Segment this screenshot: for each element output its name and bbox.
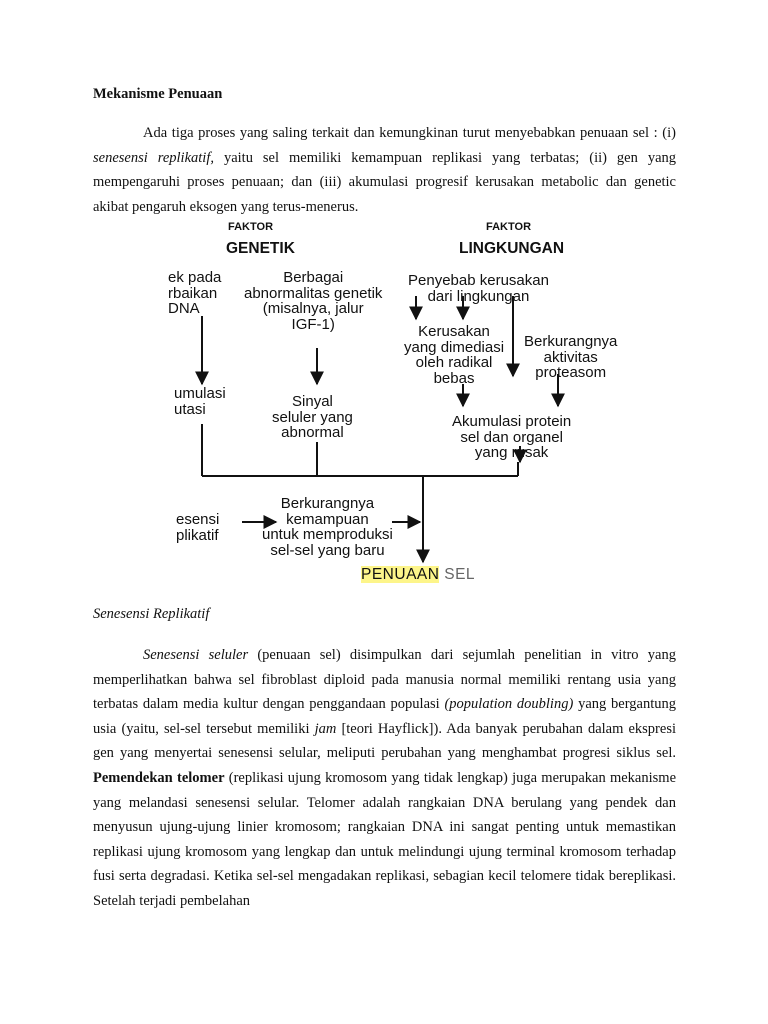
box-reduced-regeneration: Berkurangnya kemampuan untuk memproduksi sel-sel yang baru [262, 495, 393, 559]
box-genetic-abnormality: Berbagai abnormalitas genetik (misalnya, jalur IGF-1) [244, 269, 383, 333]
header-genetik-top: FAKTOR [228, 221, 274, 233]
box-environment-cause: Penyebab kerusakan dari lingkungan [408, 272, 549, 305]
intro-italic-term: senesensi replikatif, [93, 149, 214, 166]
intro-paragraph [93, 121, 676, 219]
header-genetik: GENETIK [226, 240, 295, 257]
output-highlight: PENUAAN [361, 566, 440, 583]
body-italic-jam: jam [314, 720, 337, 737]
box-mutation-accumulation: umulasi utasi [174, 385, 226, 418]
output-suffix: SEL [439, 566, 476, 583]
section-heading: Mekanisme Penuaan [93, 86, 223, 102]
output-cellular-aging [361, 567, 475, 583]
intro-text-1: Ada tiga proses yang saling terkait dan kemungkinan turut menyebabkan penuaan sel : (i) [143, 125, 676, 141]
body-text-1: (penuaan sel) disimpulkan dari sejumlah penelitian in vitro yang memperlihatkan bahwa sel fibroblast diploid pada manusia normal memiliki rentang usia yang terbatas dalam media kultur dengan penggandaan populasi [93, 647, 676, 713]
box-replicative-senescence: esensi plikatif [176, 511, 220, 544]
intro-text-2: yaitu sel memiliki kemampuan replikasi yang terbatas; (ii) gen yang mempengaruhi proses penuaan; dan (iii) akumulasi progresif kerusakan metabolic dan genetic akibat pengaruh eksogen yang terus-menerus. [93, 149, 677, 215]
box-abnormal-signal: Sinyal seluler yang abnormal [272, 393, 353, 441]
body-text-3: [teori Hayflick]). Ada banyak perubahan dalam ekspresi gen yang menyertai senesensi selular, meliputi perubahan yang menghambat progresi siklus sel. [93, 720, 676, 762]
box-protein-accumulation: Akumulasi protein sel dan organel yang rusak [452, 413, 572, 461]
header-lingkungan: LINGKUNGAN [459, 240, 565, 257]
box-free-radical-damage: Kerusakan yang dimediasi oleh radikal bebas [404, 323, 505, 387]
body-bold-telomer: Pemendekan telomer [93, 769, 225, 786]
box-proteasome-decline: Berkurangnya aktivitas proteasom [524, 333, 618, 381]
subsection-heading: Senesensi Replikatif [93, 606, 210, 622]
body-italic-population: (population doubling) [444, 696, 574, 713]
body-italic-term: Senesensi seluler [143, 647, 249, 663]
box-dna-repair: ek pada rbaikan DNA [168, 269, 222, 317]
body-paragraph [93, 643, 676, 914]
body-text-2: yang bergantung usia (yaitu, sel-sel tersebut memiliki [93, 696, 676, 737]
header-lingkungan-top: FAKTOR [486, 221, 532, 233]
body-text-4: (replikasi ujung kromosom yang tidak lengkap) juga merupakan mekanisme yang melandasi senesensi selular. Telomer adalah rangkaian DNA berulang yang pendek dan menyusun ujung-ujung linier kromosom; rangkaian DNA ini sangat penting untuk memastikan replikasi ujung kromosom yang lengkap dan untuk melindungi ujung terminal kromosom terhadap fusi serta degradasi. Ketika sel-sel mengadakan replikasi, sebagian kecil telomere tidak bereplikasi. Setelah terjadi pembelahan [93, 769, 677, 909]
aging-mechanism-diagram [168, 221, 630, 588]
